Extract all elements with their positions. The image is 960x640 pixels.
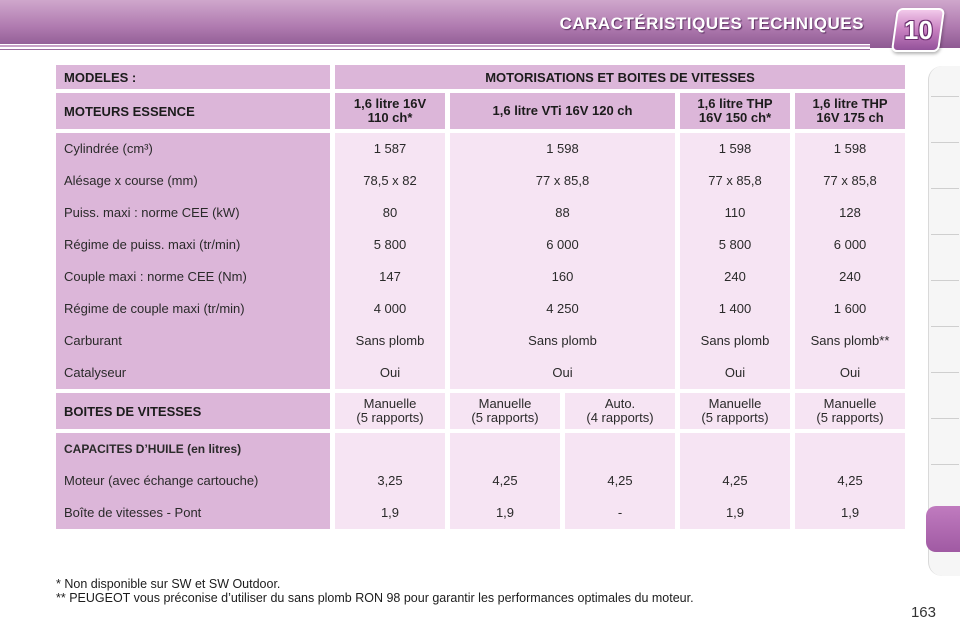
engine-header (335, 93, 445, 129)
oil-label: CAPACITES D’HUILE (en litres) (64, 442, 242, 456)
engines-label: MOTEURS ESSENCE (56, 93, 330, 129)
oil-value: 4,25 (837, 473, 863, 488)
gearbox-type: Manuelle (478, 396, 532, 411)
gearbox-ratios: (5 rapports) (701, 410, 769, 425)
footnote: * Non disponible sur SW et SW Outdoor. (56, 577, 281, 591)
spec-value: Oui (552, 365, 573, 380)
spec-label: Couple maxi : norme CEE (Nm) (64, 269, 247, 284)
gearbox-ratios: (5 rapports) (356, 410, 424, 425)
models-label: MODELES : (56, 65, 330, 89)
spec-label: Régime de couple maxi (tr/min) (64, 301, 245, 316)
spec-value: 5 800 (373, 237, 407, 252)
spec-value: 110 (724, 205, 746, 220)
spec-value: 6 000 (546, 237, 579, 252)
side-tab-divider (931, 142, 959, 143)
oil-value: 4,25 (492, 473, 518, 488)
side-tab-divider (931, 96, 959, 97)
header-stripe (0, 44, 870, 50)
side-tab-divider (931, 418, 959, 419)
gearbox-type: Auto. (604, 396, 636, 411)
engine-name-line2: 110 ch* (367, 110, 413, 125)
spec-table (51, 61, 910, 533)
oil-values-cell (680, 433, 790, 529)
models-row (56, 65, 905, 89)
spec-value: Sans plomb (700, 333, 770, 348)
side-tab-divider (931, 464, 959, 465)
spec-value: 77 x 85,8 (535, 173, 590, 188)
spacer (335, 433, 445, 465)
spec-value: 1 600 (833, 301, 867, 316)
footnote: ** PEUGEOT vous préconise d’utiliser du sans plomb RON 98 pour garantir les performances optimales du moteur. (56, 591, 694, 605)
oil-row (56, 433, 905, 529)
spec-value: 1 598 (718, 141, 752, 156)
gearbox-type: Manuelle (823, 396, 877, 411)
footnotes (56, 577, 906, 605)
oil-values-cell (565, 433, 675, 529)
chapter-number: 10 (903, 14, 933, 45)
spec-value: Sans plomb (528, 333, 597, 348)
spec-value: Oui (724, 365, 746, 380)
side-tab-divider (931, 372, 959, 373)
spec-value: 1 587 (373, 141, 407, 156)
spec-value: 1 598 (546, 141, 579, 156)
spec-value: 160 (551, 269, 574, 284)
spec-label: Régime de puiss. maxi (tr/min) (64, 237, 241, 252)
gearbox-row (56, 393, 905, 429)
spec-label: Carburant (64, 333, 122, 348)
oil-value: 1,9 (725, 505, 745, 520)
oil-labels-cell (56, 433, 330, 529)
spacer (680, 433, 790, 465)
spec-values-cell (680, 133, 790, 389)
spec-label: Puiss. maxi : norme CEE (kW) (64, 205, 240, 220)
side-tab-active[interactable] (926, 506, 960, 552)
oil-row-label: Boîte de vitesses - Pont (64, 505, 202, 520)
gearbox-ratios: (5 rapports) (471, 410, 539, 425)
oil-value: 1,9 (840, 505, 860, 520)
spec-label: Catalyseur (64, 365, 127, 380)
engine-header (450, 93, 675, 129)
oil-row-label: Moteur (avec échange cartouche) (64, 473, 259, 488)
oil-values-cell (335, 433, 445, 529)
spec-value: 147 (379, 269, 401, 284)
spec-value: 1 598 (833, 141, 867, 156)
spec-value: 240 (724, 269, 746, 284)
oil-value: 4,25 (607, 473, 633, 488)
gearbox-cell (565, 393, 675, 429)
side-tab-divider (931, 326, 959, 327)
spec-value: 240 (839, 269, 861, 284)
spec-value: 77 x 85,8 (823, 173, 877, 188)
spec-labels-cell (56, 133, 330, 389)
spec-value: 77 x 85,8 (708, 173, 762, 188)
gearbox-ratios: (5 rapports) (816, 410, 884, 425)
page-number: 163 (910, 604, 936, 621)
spec-value: Oui (379, 365, 401, 380)
gearbox-cell (450, 393, 560, 429)
spec-value: 128 (839, 205, 861, 220)
gearbox-label: BOITES DE VITESSES (56, 393, 330, 429)
chapter-badge (891, 8, 945, 52)
engine-header (795, 93, 905, 129)
spec-values-cell (450, 133, 675, 389)
side-tab-divider (931, 234, 959, 235)
gearbox-type: Manuelle (708, 396, 762, 411)
gearbox-cell (680, 393, 790, 429)
oil-value: 3,25 (377, 473, 403, 488)
gearbox-ratios: (4 rapports) (586, 410, 654, 425)
spec-values-cell (795, 133, 905, 389)
spec-label: Cylindrée (cm³) (64, 141, 153, 156)
engine-name-line2: 16V 175 ch (816, 110, 884, 125)
spec-value: Sans plomb (355, 333, 425, 348)
spacer (565, 433, 675, 465)
spec-value: Oui (839, 365, 861, 380)
spec-value: 4 250 (546, 301, 579, 316)
oil-value: 1,9 (495, 505, 515, 520)
gearbox-cell (795, 393, 905, 429)
oil-value: 4,25 (722, 473, 748, 488)
oil-values-cell (795, 433, 905, 529)
engine-name-line1: 1,6 litre 16V (353, 96, 427, 111)
spec-value: 4 000 (373, 301, 407, 316)
engine-name-line1: 1,6 litre THP (697, 96, 773, 111)
gearbox-type: Manuelle (363, 396, 417, 411)
spec-value: 6 000 (833, 237, 867, 252)
oil-values-cell (450, 433, 560, 529)
spec-value: 78,5 x 82 (363, 173, 417, 188)
spec-value: 88 (555, 205, 570, 220)
gearbox-cell (335, 393, 445, 429)
side-tab-divider (931, 188, 959, 189)
spacer (450, 433, 560, 465)
engine-name-line1: 1,6 litre THP (812, 96, 888, 111)
oil-value: 1,9 (380, 505, 400, 520)
spec-label: Alésage x course (mm) (64, 173, 198, 188)
spec-value: 1 400 (718, 301, 752, 316)
spec-value: 80 (382, 205, 398, 220)
oil-value: - (617, 505, 623, 520)
spacer (795, 433, 905, 465)
spec-value: Sans plomb** (810, 333, 890, 348)
side-tab-divider (931, 280, 959, 281)
page-title: CARACTÉRISTIQUES TECHNIQUES (559, 14, 864, 33)
spec-value: 5 800 (718, 237, 752, 252)
engine-header (680, 93, 790, 129)
engines-row (56, 93, 905, 129)
specs-row (56, 133, 905, 389)
header-stripe-accent (0, 45, 870, 47)
spec-values-cell (335, 133, 445, 389)
engine-name-line2: 16V 150 ch* (698, 110, 772, 125)
motorisations-label: MOTORISATIONS ET BOITES DE VITESSES (335, 65, 905, 89)
side-tab-strip (928, 66, 960, 576)
engine-name-line1: 1,6 litre VTi 16V 120 ch (492, 103, 633, 118)
